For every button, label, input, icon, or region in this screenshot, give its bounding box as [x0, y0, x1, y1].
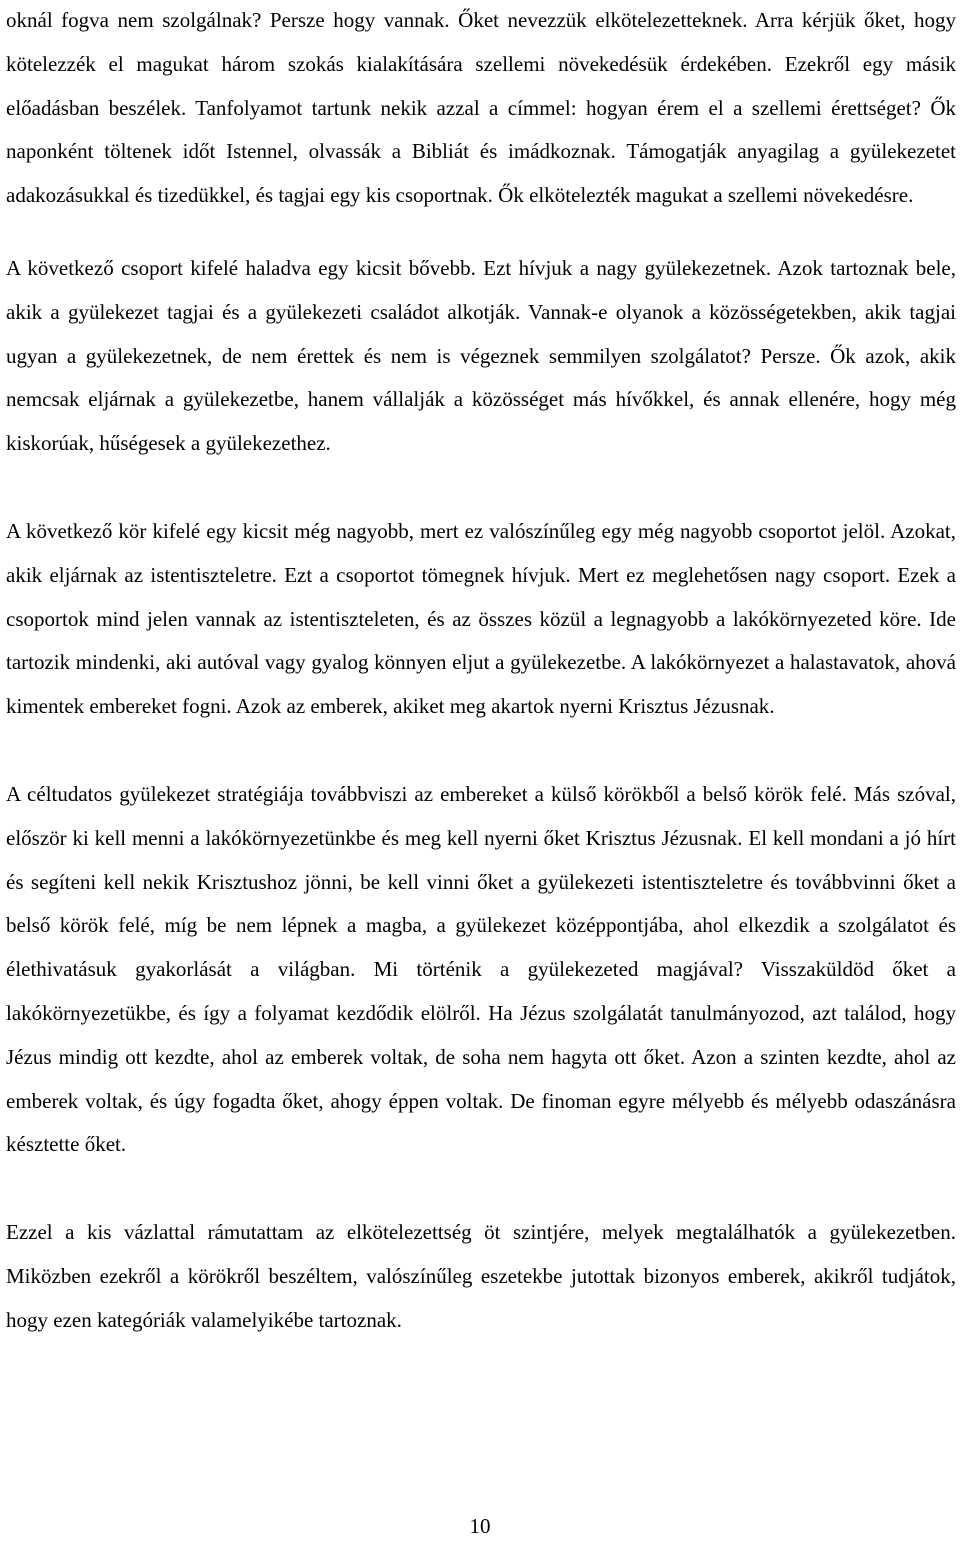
paragraph-congregation: A következő csoport kifelé haladva egy kicsit bővebb. Ezt hívjuk a nagy gyülekezetnek. Azok tartoznak bele, akik a gyülekezet tagjai és a gyülekezeti családot alkotják. Vannak-e olyanok a közösségetekben, akik tagjai ugyan a gyülekezetnek, de nem érettek és nem is végeznek semmilyen szolgálatot? Persze. Ők azok, akik nemcsak eljárnak a gyülekezetbe, hanem vállalják a közösséget más hívőkkel, és annak ellenére, hogy még kiskorúak, hűségesek a gyülekezethez. [6, 255, 956, 456]
paragraph-core-members: oknál fogva nem szolgálnak? Persze hogy vannak. Őket nevezzük elkötelezetteknek. Arra kérjük őket, hogy kötelezzék el magukat három szokás kialakítására szellemi növekedésük érdekében. Ezekről egy másik előadásban beszélek. Tanfolyamot tartunk nekik azzal a címmel: hogyan érem el a szellemi érettséget? Ők naponként töltenek időt Istennel, olvassák a Bibliát és imádkoznak. Támogatják anyagilag a gyülekezetet adakozásukkal és tizedükkel, és tagjai egy kis csoportnak. Ők elkötelezték magukat a szellemi növekedésre. [6, 8, 956, 208]
page-number: 10 [469, 1514, 491, 1538]
document-page [6, 0, 956, 1343]
paragraph-summary: Ezzel a kis vázlattal rámutattam az elkötelezettség öt szintjére, melyek megtalálhatók a gyülekezetben. Miközben ezekről a körökről beszéltem, valószínűleg eszetekbe jutottak bizonyos emberek, akikről tudjátok, hogy ezen kategóriák valamelyikébe tartoznak. [6, 1220, 956, 1332]
paragraph-strategy: A céltudatos gyülekezet stratégiája továbbviszi az embereket a külső körökből a belső körök felé. Más szóval, először ki kell menni a lakókörnyezetünkbe és meg kell nyerni őket Krisztus Jézusnak. El kell mondani a jó hírt és segíteni kell nekik Krisztushoz jönni, be kell vinni őket a gyülekezeti istentiszteletre és továbbvinni őket a belső körök felé, míg be nem lépnek a magba, a gyülekezet középpontjába, ahol elkezdik a szolgálatot és élethivatásuk gyakorlását a világban. Mi történik a gyülekezeted magjával? Visszaküldöd őket a lakókörnyezetükbe, és így a folyamat kezdődik elölről. Ha Jézus szolgálatát tanulmányozod, azt találod, hogy Jézus mindig ott kezdte, ahol az emberek voltak, de soha nem hagyta ott őket. Azon a szinten kezdte, ahol az emberek voltak, és úgy fogadta őket, ahogy éppen voltak. De finoman egyre mélyebb és mélyebb odaszánásra késztette őket. [6, 781, 956, 1157]
paragraph-crowd: A következő kör kifelé egy kicsit még nagyobb, mert ez valószínűleg egy még nagyobb csoportot jelöl. Azokat, akik eljárnak az istentiszteletre. Ezt a csoportot tömegnek hívjuk. Mert ez meglehetősen nagy csoport. Ezek a csoportok mind jelen vannak az istentiszteleten, és az összes közül a legnagyobb a lakókörnyezeted köre. Ide tartozik mindenki, aki autóval vagy gyalog könnyen eljut a gyülekezetbe. A lakókörnyezet a halastavatok, ahová kimentek embereket fogni. Azok az emberek, akiket meg akartok nyerni Krisztus Jézusnak. [6, 518, 956, 719]
